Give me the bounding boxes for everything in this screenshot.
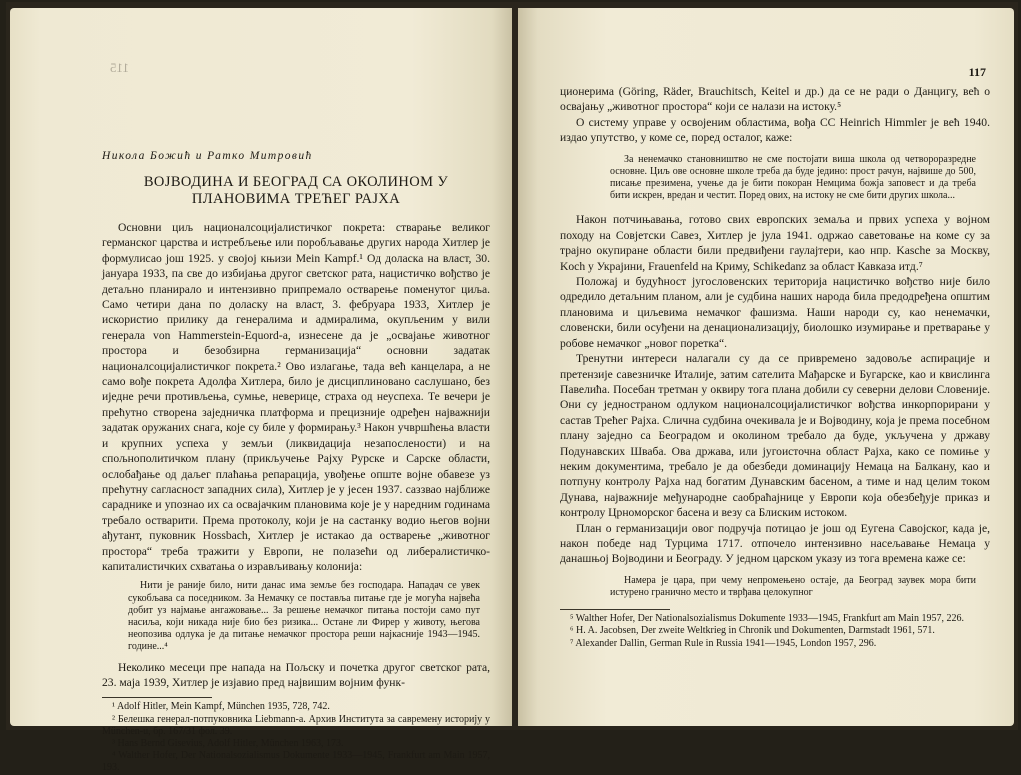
right-page-number: 117	[968, 65, 986, 79]
footnote: ⁵ Walther Hofer, Der Nationalsozialismus Dokumente 1933—1945, Frankfurt am Main 1957, 226.	[570, 613, 964, 625]
body-paragraph: Основни циљ националсоцијалистичког покрета: стварање великог германског царства и истребљење или поробљавање других народа Хитлер је формулисао још 1925. у својој књизи Mein Kampf.¹ Од доласка на власт, 30. јануара 1933, па све до избијања другог светског рата, нацистичко вођство је детаљно планирало и интензивно припремало остварење поменутог циља. Само четири дана по доласку на власт, 3. фебруара 1933, Хитлер је искористио прилику да генералима и адмиралима, окупљеним у вили генерала von Hammerstein-Equord-a, изнесене да је „освајање животног простора и безобзирна германизација“ основни задатак националсоцијалистичког покрета.² Ово излагање, тада већ канцелара, а не само вође покрета Адолфа Хитлера, било је дисциплиновано саслушано, без иједне речи противљења, сумње, неверице, страха од неуспеха. Те вечери је прећутно створена заједничка платформа и прецизније одређен најважнији задатак оружаних снага, које су биле у формирању.³ Након учвршћења власти и крупних успеха у земљи (ликвидација незапослености) и на спољнополитичком плану (прикључење Рајху Рурске и Сарске области, ослобађање од даљег плаћања репарација, увођење опште војне обавезе уз прећутну сагласност западних сила), Хитлер је у јесен 1937. саззвао најближе сараднике и упознао их са освајачким плановима које је у наредним годинама требало остварити. Према протоколу, који је на састанку водио његов војни ађутант, пуковник Hossbach, Хитлер је истакао да остварење „животног простора“ треба тражити у Европи, не полазећи од либералистичко-капиталистичких схватања о изрављивању колонија:	[102, 221, 490, 573]
footnote-rule	[102, 697, 212, 698]
body-paragraph: Положај и будућност југословенских територија нацистичко вођство није било одредило детаљним планом, али је судбина наших народа била предодређена општим плановима и циљевима немачког фашизма. Наши народи су, као ненемачки, словенски, били осуђени на денационализацију, биолошко изумирање и претварање у робове немачког „новог поретка“.	[560, 275, 990, 350]
footnote: ⁴ Walther Hofer, Der Nationalsozialismus Dokumente 1933—1945, Frankfurt am Main 1957, 193.	[102, 750, 490, 774]
footnote: ³ Hans Bernd Gisevius, Adolf Hitler, München 1963, 173.	[112, 737, 344, 749]
left-page-number: 115	[110, 60, 130, 75]
footnote: ¹ Adolf Hitler, Mein Kampf, München 1935, 728, 742.	[112, 701, 330, 713]
body-paragraph: ционерима (Göring, Räder, Brauchitsch, Keitel и др.) да се не ради о Данцигу, већ о освајању „животног простора“ који се налази на истоку.⁵	[560, 85, 990, 114]
title-line-2: ПЛАНОВИМА ТРЕЋЕГ РАЈХА	[191, 191, 401, 207]
footnote: ² Белешка генерал-потпуковника Liebmann-a. Архив Института за савремену историју у München-u, бр. 167/31 фол. 39.	[102, 713, 490, 737]
body-paragraph: Након потчињавања, готово свих европских земаља и првих успеха у војном походу на Совјетски Савез, Хитлер је јула 1941. одржао саветовање на коме су за трајно окупиране области били предвиђени гаулајтери, као нпр. Kasche за Москву, Koch у Украјини, Frauenfeld на Криму, Schikedanz за област Кавказа итд.⁷	[560, 213, 990, 273]
body-paragraph: О систему управе у освојеним областима, вођа СС Heinrich Himmler је већ 1940. издао упутство, у коме се, поред осталог, каже:	[560, 115, 990, 145]
footnote: ⁶ H. A. Jacobsen, Der zweite Weltkrieg in Chronik und Dokumenten, Darmstadt 1961, 571.	[570, 625, 935, 637]
article-title	[102, 174, 490, 208]
closing-paragraph: Неколико месеци пре напада на Пољску и почетка другог светског рата, 23. маја 1939, Хитлер је изјавио пред највишим војним функ-	[102, 660, 490, 689]
body-paragraph: План о германизацији овог подручја потицао је још од Еугена Савојског, када је, након победе над Турцима 1717. отпочело интензивно насељавање Немаца у данашњој Војводини и Београду. У једном царском указу из тога времена каже се:	[560, 521, 990, 566]
authors: Никола Божић и Ратко Митровић	[102, 150, 313, 162]
body-paragraph: Тренутни интереси налагали су да се привремено задовоље аспирације и претензије савезничке Италије, затим сателита Мађарске и Бугарске, као и квислинга Павелића. Посебан третман у оквиру тога плана добили су северни делови Словеније. Они су једностраном одлуком националсоцијалистичког вођства инкорпорирани у састав Трећег Рајха. Слична судбина очекивала је и Војводину, која је према посебном плану заједно са Београдом и околином требало да буде, укључена у државу Подунавских Шваба. Ова држава, или југоисточна област Рајха, како се помиње у неким документима, требало је да обезбеди доминацију Немаца на Балкану, као и потпуну контролу Рајха над богатим Дунавским басеном, а тиме и над целим током Дунава, најважније међународне саобраћајнице у Европи која обезбеђује приказ и контролу Црноморског басена и везу са Блиским истоком.	[560, 352, 990, 520]
block-quote: За ненемачко становништво не сме постојати виша школа од четвороразредне основне. Циљ ове основне школе треба да буде једино: прост рачун, највише до 500, писање презимена, учење да је бити покоран Немцима божја заповест и да треба бити искрен, вредан и честит. Поред овиx, на истоку не сме бити других школа...	[610, 153, 976, 202]
title-line-1: ВОЈВОДИНА И БЕОГРАД СА ОКОЛИНОМ У	[143, 174, 449, 190]
book-spread	[6, 2, 1018, 774]
right-page	[518, 8, 1014, 726]
block-quote: Намера је цара, при чему непромењено остаје, да Београд заувек мора бити истурено гранично место и тврђава целокупног	[610, 574, 976, 598]
block-quote: Нити је раније било, нити данас има земље без господара. Нападач се увек сукобљава са поседником. За Немачку се поставља питање где је могућа највећа добит уз најмање ангажовање... За решење немачког питања постоји само пут насиља, који никада није био без ризика... Остане ли Фирер у животу, његова неопозива одлука је да питање немачког простора реши најкасније 1943—1945. године...⁴	[128, 580, 480, 653]
left-page	[10, 8, 512, 774]
footnote-rule	[560, 609, 670, 610]
footnote: ⁷ Alexander Dallin, German Rule in Russia 1941—1945, London 1957, 296.	[570, 637, 877, 649]
